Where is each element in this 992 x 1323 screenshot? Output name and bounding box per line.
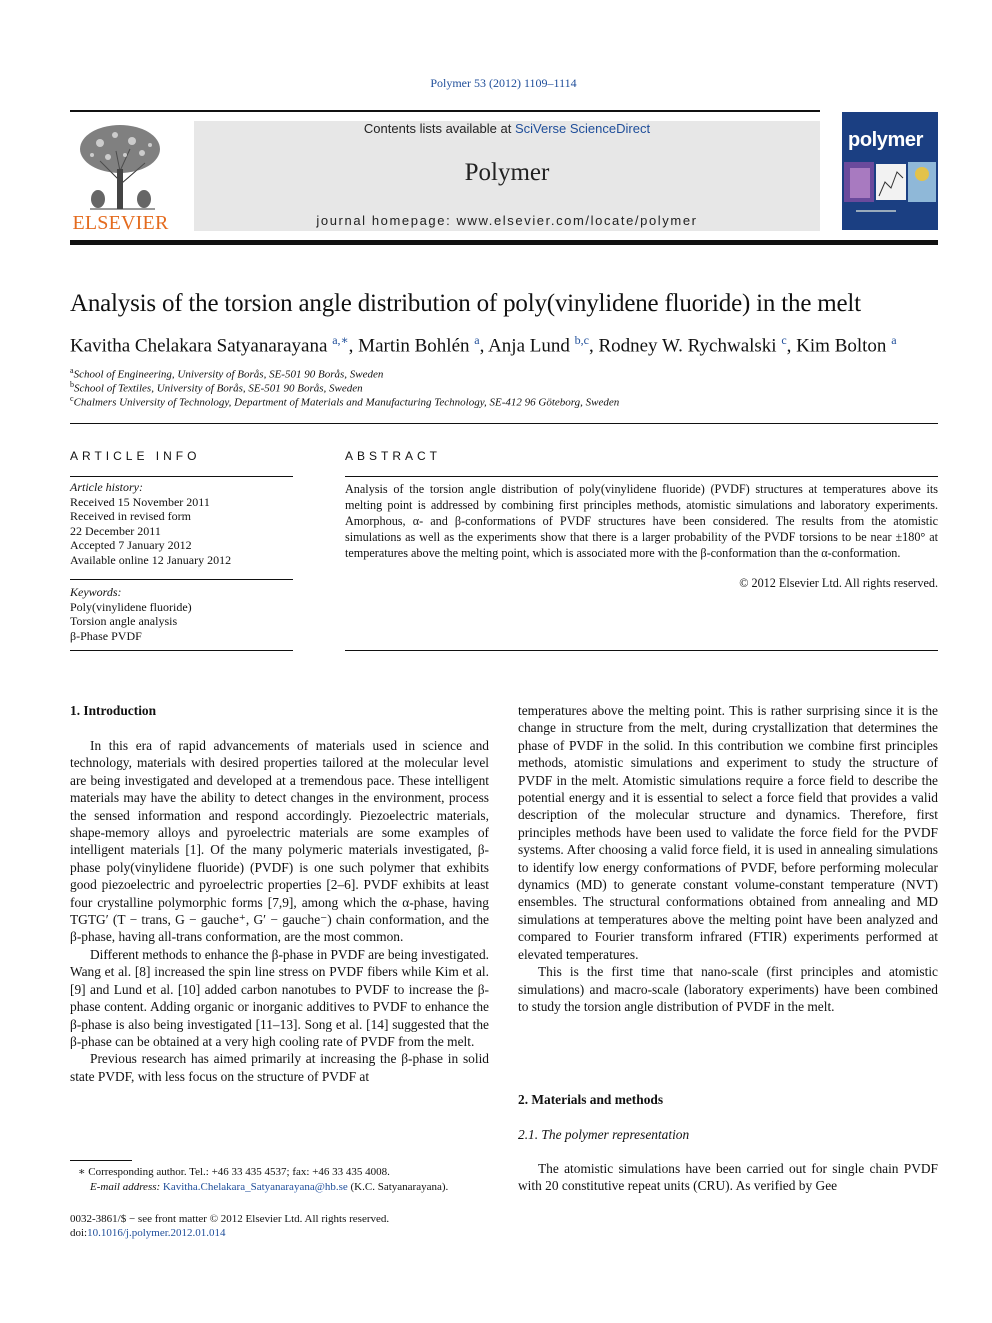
paragraph: temperatures above the melting point. This is rather surprising since it is the change in structure from the melt, during crystallization that determines the phase of PVDF in the solid. In this contribution we combine first principles methods, atomistic simulations and experiment to study the structure of PVDF in the melt. Atomistic simulations require a force field to describe the potential energy and it is essential to select a force field that provides a valid description of the molecular structure and dynamics. Therefore, first principles methods have been used to validate the force field for the PVDF systems. After choosing a valid force field, it is used in annealing simulations to identify low energy conformations of PVDF, before performing molecular dynamics (MD) to generate constant volume-constant temperature (NVT) ensembles. The structural conformations obtained from annealing and MD simulations at temperatures above the melting point have been analyzed and compared to Fourier transform infrared (FTIR) experiments performed at elevated temperatures.	[518, 703, 938, 962]
elsevier-wordmark: ELSEVIER	[72, 212, 169, 234]
right-column-text	[518, 702, 938, 1015]
elsevier-tree-icon	[70, 121, 171, 213]
author-affiliation-mark[interactable]: a	[474, 333, 480, 347]
history-entry: Accepted 7 January 2012	[70, 538, 192, 552]
section-2-1-heading: 2.1. The polymer representation	[518, 1127, 690, 1142]
article-title: Analysis of the torsion angle distribution of poly(vinylidene fluoride) in the melt	[70, 290, 861, 317]
email-note	[90, 1180, 510, 1195]
section-2-1-text	[518, 1160, 938, 1195]
section-2-heading: 2. Materials and methods	[518, 1092, 664, 1107]
journal-citation[interactable]: Polymer 53 (2012) 1109–1114	[430, 76, 577, 90]
article-info-heading: ARTICLE INFO	[70, 449, 201, 463]
author-separator: ,	[479, 335, 489, 357]
affiliation-text: School of Engineering, University of Borås, SE-501 90 Borås, Sweden	[73, 368, 384, 381]
doi-label: doi:	[70, 1227, 88, 1239]
sciencedirect-link[interactable]: SciVerse ScienceDirect	[514, 121, 651, 136]
history-entry: 22 December 2011	[70, 523, 161, 538]
history-entry: Received in revised form	[70, 509, 191, 523]
corresponding-author-note: ∗ Corresponding author. Tel.: +46 33 435 4537; fax: +46 33 435 4008.	[78, 1166, 390, 1178]
keyword: Torsion angle analysis	[70, 614, 178, 628]
elsevier-logo[interactable]	[70, 121, 171, 233]
affiliation-a	[70, 366, 930, 381]
contents-prefix: Contents lists available at	[363, 121, 515, 136]
history-label: Article history:	[70, 480, 143, 494]
author-list	[70, 333, 950, 357]
issn-line: 0032-3861/$ − see front matter © 2012 Elsevier Ltd. All rights reserved.	[70, 1213, 390, 1225]
author-affiliation-mark[interactable]: b,c	[574, 333, 589, 347]
article-info-rule	[70, 476, 293, 477]
journal-cover-image[interactable]	[842, 112, 938, 230]
article-history	[70, 480, 293, 567]
homepage-label: journal homepage:	[316, 213, 457, 228]
author-separator: ,	[588, 335, 599, 357]
affiliation-mark: c	[70, 394, 74, 403]
affiliation-mark: b	[70, 380, 74, 389]
journal-homepage-line	[194, 213, 820, 228]
paragraph: Different methods to enhance the β-phase in PVDF are being investigated. Wang et al. [8] increased the spin line stress on PVDF fibers while Kim et al. [9] and Lund et al. [10] added carbon nanotubes to PVDF to increase the β-phase content. Adding organic or inorganic additives to PVDF to enhance the β-phase is also being investigated [11–13]. Song et al. [14] suggested that the β-phase can be obtained at a very high cooling rate of PVDF from the melt.	[70, 946, 489, 1049]
abstract-top-rule	[345, 476, 938, 477]
left-column-text	[70, 737, 489, 1085]
history-entry: Available online 12 January 2012	[70, 552, 232, 567]
author-name: Rodney W. Rychwalski	[598, 335, 777, 357]
abstract-text: Analysis of the torsion angle distribution of poly(vinylidene fluoride) (PVDF) structures at temperatures above its melting point is addressed by combining first principles methods, atomistic simulations and laboratory experiments. Amorphous, α- and β-conformations of PVDF structures have been considered. The results from the atomistic simulations as well as the experiments show that there is a larger probability of the PVDF torsions to be near ±180° at temperatures above the melting point, which is associated more with the β-conformation than the α-conformation.	[345, 482, 938, 560]
journal-masthead	[194, 121, 820, 231]
affiliation-b	[70, 380, 930, 395]
email-link[interactable]: Kavitha.Chelakara_Satyanarayana@hb.se	[162, 1181, 348, 1193]
affiliation-text: School of Textiles, University of Borås, SE-501 90 Borås, Sweden	[74, 382, 363, 395]
abstract-bottom-rule	[345, 650, 938, 651]
cover-title: polymer	[848, 129, 924, 151]
author-separator: ,	[786, 335, 797, 357]
keywords-rule	[70, 579, 293, 580]
affiliation-text: Chalmers University of Technology, Department of Materials and Manufacturing Technology, SE-412 96 Göteborg, Sweden	[73, 396, 620, 409]
keyword: β-Phase PVDF	[70, 628, 142, 643]
affiliation-mark: a	[70, 366, 74, 375]
affiliation-c	[70, 394, 930, 409]
journal-name: Polymer	[464, 159, 550, 186]
email-label: E-mail address:	[90, 1181, 163, 1193]
author-name: Kim Bolton	[796, 335, 887, 357]
author-name: Kavitha Chelakara Satyanarayana	[70, 335, 328, 357]
contents-available-line	[194, 121, 820, 136]
title-block-rule	[70, 423, 938, 424]
keywords-label: Keywords:	[70, 585, 122, 599]
abstract-heading: ABSTRACT	[345, 449, 442, 463]
paragraph: The atomistic simulations have been carried out for single chain PVDF with 20 constitutive repeat units (CRU). As verified by Gee	[518, 1161, 938, 1194]
paragraph: In this era of rapid advancements of materials used in science and technology, materials with desired properties tailored at the molecular level are being investigated and developed at a tremendous pace. These intelligent materials may have the ability to detect changes in the environment, process the sensed information and respond accordingly. Piezoelectric materials, shape-memory alloys and pyroelectric materials are some examples of intelligent materials [1]. Of the many polymeric materials investigated, β-phase poly(vinylidene fluoride) (PVDF) is one such polymer that exhibits good piezoelectric and pyroelectric properties [2–6]. PVDF exhibits at least four crystalline polymorphic forms [7,9], among which the α-phase, having TGTG′ (T − trans, G − gauche⁺, G′ − gauche⁻) chain conformation, and the β-phase, having all-trans conformation, are the most common.	[70, 738, 489, 945]
paragraph: Previous research has aimed primarily at increasing the β-phase in solid state PVDF, with less focus on the structure of PVDF at	[70, 1051, 489, 1084]
section-1-heading: 1. Introduction	[70, 703, 157, 718]
header-top-rule	[70, 110, 820, 112]
author-affiliation-mark[interactable]: a	[891, 333, 897, 347]
author-separator: ,	[348, 335, 359, 357]
author-name: Martin Bohlén	[358, 335, 470, 357]
doi-link[interactable]: 10.1016/j.polymer.2012.01.014	[87, 1227, 226, 1239]
homepage-link[interactable]: www.elsevier.com/locate/polymer	[456, 213, 698, 228]
article-info-bottom-rule	[70, 650, 293, 651]
author-affiliation-mark[interactable]: c	[781, 333, 787, 347]
paragraph: This is the first time that nano-scale (first principles and atomistic simulations) and macro-scale (laboratory experiments) have been combined to study the torsion angle distribution of PVDF in the melt.	[518, 964, 938, 1014]
author-name: Anja Lund	[488, 335, 570, 357]
keywords	[70, 585, 293, 643]
author-affiliation-mark[interactable]: a,∗	[332, 333, 349, 347]
header-bottom-rule	[70, 240, 938, 245]
email-suffix: (K.C. Satyanarayana).	[347, 1181, 449, 1193]
keyword: Poly(vinylidene fluoride)	[70, 599, 192, 614]
footnote-rule	[70, 1160, 132, 1161]
doi-line	[70, 1226, 500, 1241]
abstract-copyright: © 2012 Elsevier Ltd. All rights reserved.	[739, 576, 938, 590]
history-entry: Received 15 November 2011	[70, 494, 210, 509]
